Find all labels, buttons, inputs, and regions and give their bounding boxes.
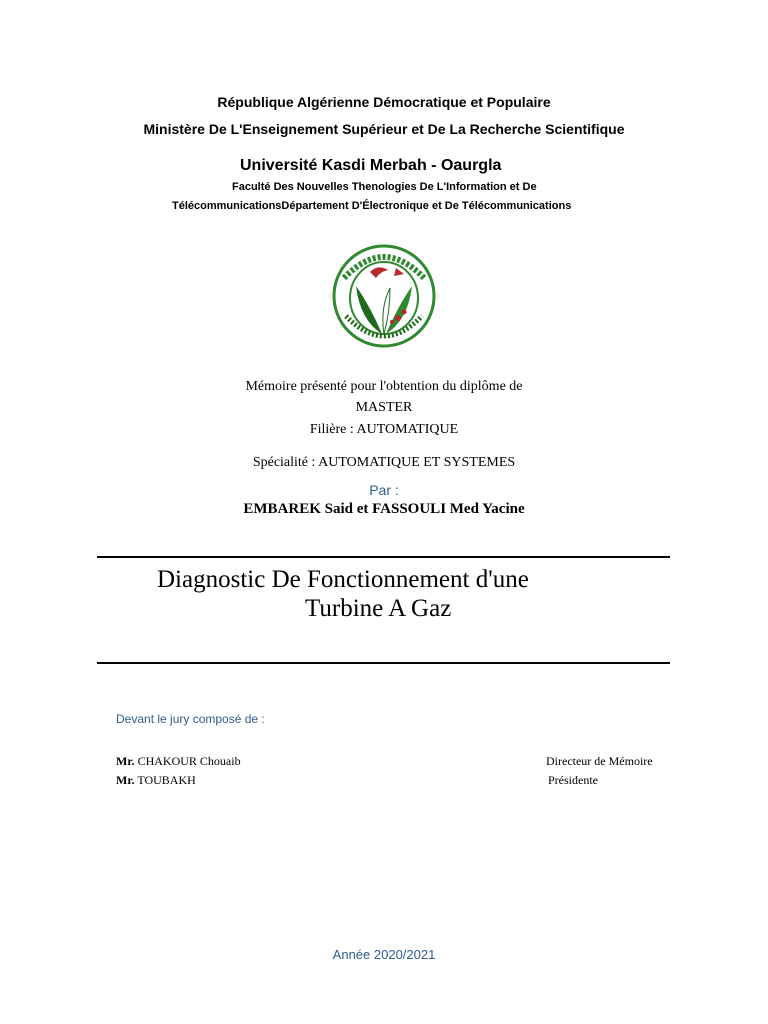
university-seal-icon xyxy=(330,238,438,350)
memoire-degree: MASTER xyxy=(355,400,413,415)
header-university: Université Kasdi Merbah - Oaurgla xyxy=(240,157,502,174)
thesis-title-line2: Turbine A Gaz xyxy=(305,595,452,622)
title-rule-top xyxy=(97,556,670,558)
memoire-specialite: Spécialité : AUTOMATIQUE ET SYSTEMES xyxy=(252,455,516,470)
jury-member-prefix: Mr. xyxy=(116,754,135,768)
jury-member-name: TOUBAKH xyxy=(137,773,196,787)
jury-label: Devant le jury composé de : xyxy=(116,712,265,726)
jury-member-role: Directeur de Mémoire xyxy=(546,754,653,768)
jury-member-name: CHAKOUR Chouaib xyxy=(137,754,241,768)
memoire-par-label: Par : xyxy=(369,482,399,498)
header-republic: République Algérienne Démocratique et Populaire xyxy=(217,94,551,110)
memoire-intro: Mémoire présenté pour l'obtention du diplôme de xyxy=(245,379,523,394)
academic-year: Année 2020/2021 xyxy=(332,947,436,962)
jury-member-row xyxy=(116,754,241,769)
university-logo xyxy=(330,238,438,350)
header-ministry: Ministère De L'Enseignement Supérieur et De La Recherche Scientifique xyxy=(143,121,625,137)
title-rule-bottom xyxy=(97,662,670,664)
memoire-authors: EMBAREK Said et FASSOULI Med Yacine xyxy=(243,501,525,517)
thesis-title-line1: Diagnostic De Fonctionnement d'une xyxy=(157,566,529,593)
jury-member-role: Présidente xyxy=(548,773,598,787)
jury-member-row xyxy=(116,773,196,788)
header-faculty: Faculté Des Nouvelles Thenologies De L'Information et De xyxy=(232,181,537,193)
jury-member-prefix: Mr. xyxy=(116,773,135,787)
memoire-filiere: Filière : AUTOMATIQUE xyxy=(309,422,459,437)
header-department: TélécommunicationsDépartement D'Électronique et De Télécommunications xyxy=(172,200,572,212)
